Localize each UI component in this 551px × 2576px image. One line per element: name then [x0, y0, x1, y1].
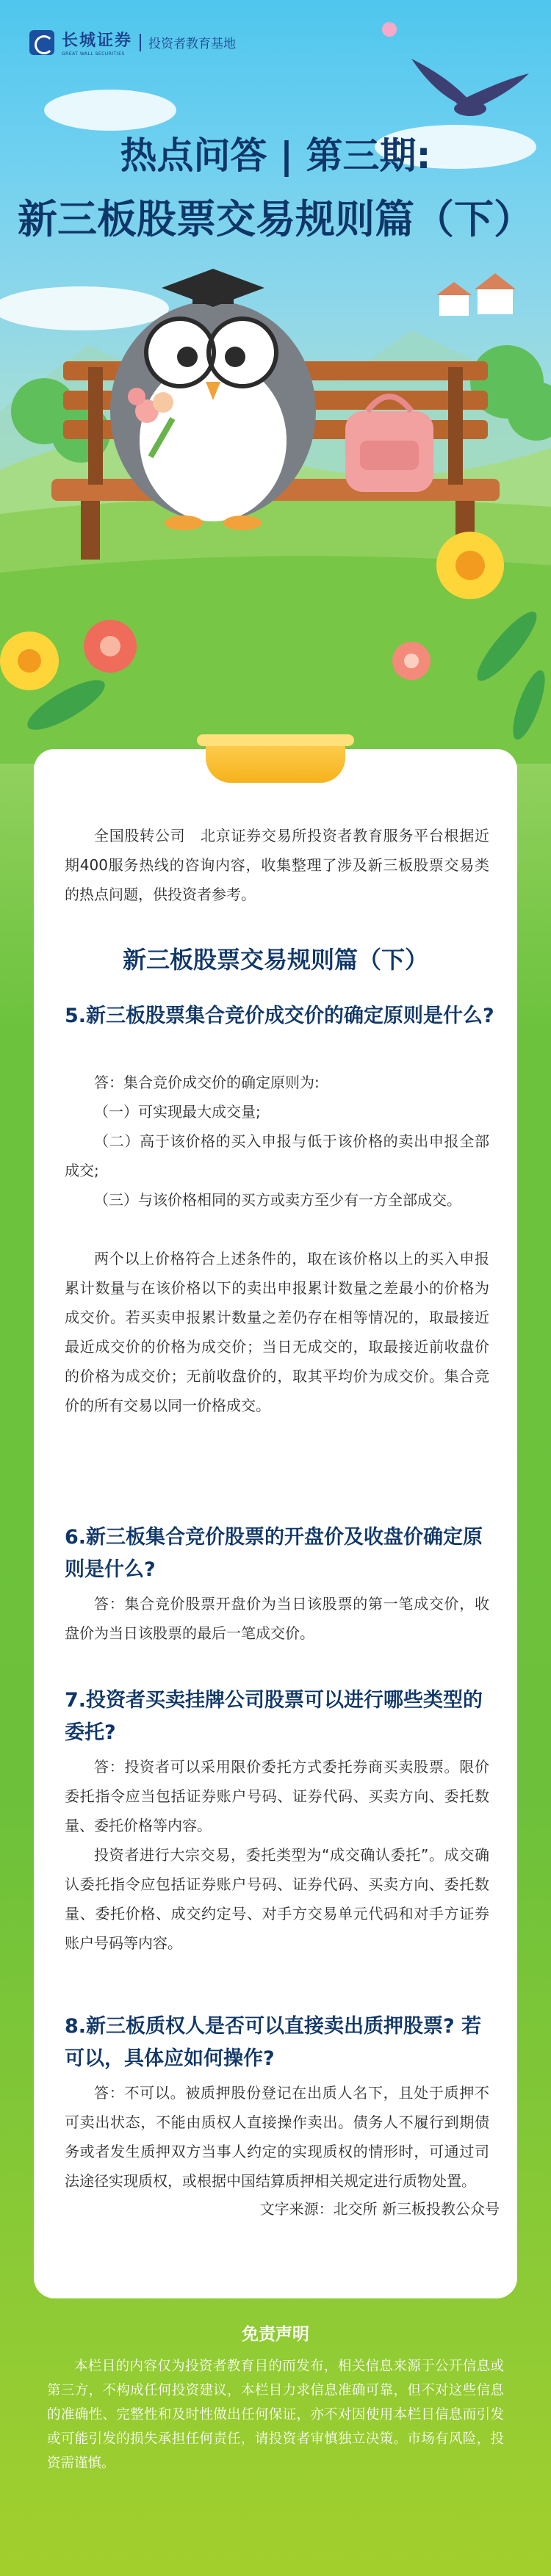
logo-divider — [140, 34, 141, 51]
logo-icon — [29, 30, 54, 55]
answer-5-para-4: （三）与该价格相同的买方或卖方至少有一方全部成交。 — [94, 1191, 461, 1209]
answer-7-para-2: 投资者进行大宗交易，委托类型为“成交确认委托”。成交确认委托指令应包括证券账户号码、证券代码、买卖方向、委托数量、委托价格、成交约定号、对手方交易单元代码和对手方证券账户号码等内容。 — [65, 1846, 489, 1952]
answer-8-para-1: 答：不可以。被质押股份登记在出质人名下，且处于质押不可卖出状态，不能由质权人直接操作卖出。债务人不履行到期债务或者发生质押双方当事人约定的实现质权的情形时，可通过司法途径实现质权，或根据中国结算质押相关规定进行质物处置。 — [65, 2084, 489, 2190]
logo-subtitle: GREAT WALL SECURITIES — [62, 51, 125, 57]
card-tab-decoration — [206, 734, 345, 783]
answer-5-para-5: 两个以上价格符合上述条件的，取在该价格以上的买入申报累计数量与在该价格以下的卖出申报累计数量之差最小的价格为成交价。若买卖申报累计数量之差仍存在相等情况的，取最接近最近成交价的价格为成交价；当日无成交的，取最接近前收盘价的价格为成交价；无前收盘价的，取其平均价为成交价。集合竞价的所有交易以同一价格成交。 — [65, 1250, 489, 1414]
disclaimer-body: 本栏目的内容仅为投资者教育目的而发布，相关信息来源于公开信息或第三方，不构成任何投资建议，本栏目力求信息准确可靠，但不对这些信息的准确性、完整性和及时性做出任何保证，亦不对因使用本栏目信息而引发或可能引发的损失承担任何责任，请投资者审慎独立决策。市场有风险，投资需谨慎。 — [47, 2359, 504, 2471]
answer-5-para-3: （二）高于该价格的买入申报与低于该价格的卖出申报全部成交; — [65, 1132, 489, 1179]
source-credit: 文字来源：北交所 新三板投教公众号 — [259, 2200, 500, 2218]
question-8-title: 8.新三板质权人是否可以直接卖出质押股票? 若可以，具体应如何操作? — [65, 2015, 482, 2070]
page-title-line1: 热点问答 | 第三期: — [120, 134, 431, 177]
bird-icon — [411, 59, 529, 116]
page-title-line2: 新三板股票交易规则篇（下） — [18, 196, 533, 242]
answer-5-para-2: （一）可实现最大成交量; — [94, 1103, 261, 1121]
disclaimer-title: 免责声明 — [242, 2325, 309, 2344]
answer-5-para-1: 答：集合竞价成交价的确定原则为: — [94, 1074, 320, 1091]
question-5-title: 5.新三板股票集合竞价成交价的确定原则是什么? — [65, 1005, 494, 1027]
question-7-title: 7.投资者买卖挂牌公司股票可以进行哪些类型的委托? — [65, 1689, 483, 1744]
pink-flower-icon — [382, 22, 397, 37]
intro-paragraph: 全国股转公司 北京证券交易所投资者教育服务平台根据近期400服务热线的咨询内容，收集整理了涉及新三板股票交易类的热点问题，供投资者参考。 — [65, 827, 489, 903]
houses — [436, 273, 516, 316]
question-6-title: 6.新三板集合竞价股票的开盘价及收盘价确定原则是什么? — [65, 1526, 483, 1581]
hero-illustration — [0, 0, 551, 764]
logo-name: 长城证券 — [62, 31, 133, 50]
brand-logo — [29, 28, 236, 57]
answer-6-para-1: 答：集合竞价股票开盘价为当日该股票的第一笔成交价，收盘价为当日该股票的最后一笔成交价。 — [65, 1595, 489, 1642]
answer-7-para-1: 答：投资者可以采用限价委托方式委托券商买卖股票。限价委托指令应当包括证券账户号码、证券代码、买卖方向、委托数量、委托价格等内容。 — [65, 1758, 489, 1834]
logo-tagline: 投资者教育基地 — [148, 37, 237, 51]
section-title: 新三板股票交易规则篇（下） — [122, 946, 428, 974]
